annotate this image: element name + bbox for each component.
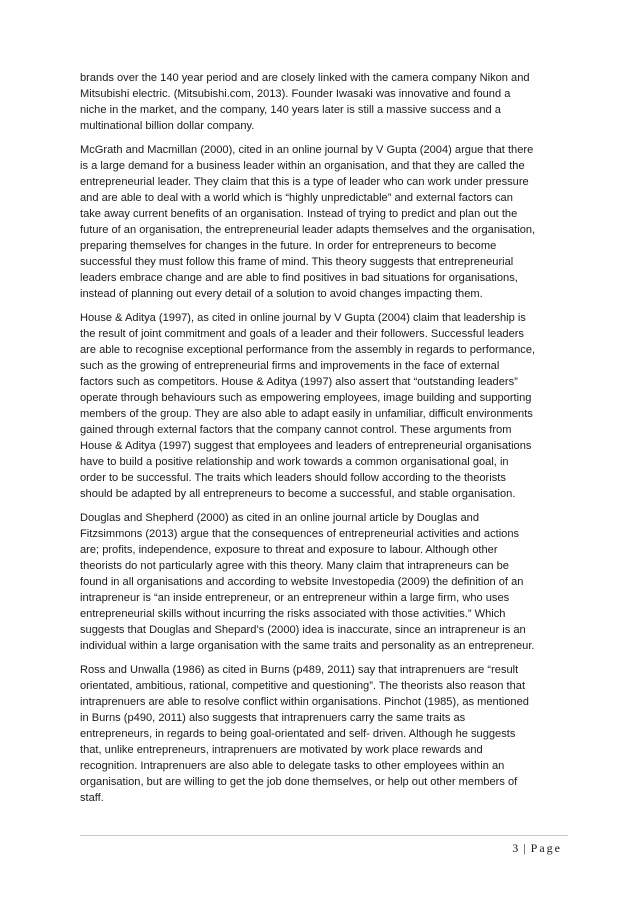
text-line: individual within a large organisation with the same traits and personality as an entrepreneur. <box>80 640 535 652</box>
page-footer <box>512 841 562 856</box>
text-line: brands over the 140 year period and are closely linked with the camera company Nikon and <box>80 72 530 84</box>
text-line: gained through external factors that the company cannot control. These arguments from <box>80 424 512 436</box>
document-body <box>80 70 568 814</box>
page-label: Page <box>530 841 562 855</box>
text-line: is a large demand for a business leader within an organisation, and that they are called the <box>80 160 525 172</box>
text-line: entrepreneurs, in regards to being goal-orientated and self- driven. Although he suggests <box>80 728 516 740</box>
text-line: Douglas and Shepherd (2000) as cited in an online journal article by Douglas and <box>80 512 480 524</box>
text-line: have to build a positive relationship and work towards a common organisational goal, in <box>80 456 509 468</box>
text-line: that, unlike entrepreneurs, intraprenuers are motivated by work place rewards and <box>80 744 483 756</box>
text-line: theorists do not particularly agree with this theory. Many claim that intrapreneurs can be <box>80 560 509 572</box>
text-line: members of the group. They are also able to adapt easily in unfamiliar, difficult environments <box>80 408 533 420</box>
text-line: successful they must follow this frame of mind. This theory suggests that entrepreneurial <box>80 256 514 268</box>
text-line: entrepreneurial leader. They claim that this is a type of leader who can work under pressure <box>80 176 529 188</box>
text-line: and are able to deal with a world which is “highly unpredictable” and external factors can <box>80 192 513 204</box>
text-line: entrepreneurial skills without incurring the risks associated with those activities.” Which <box>80 608 506 620</box>
text-line: should be adapted by all entrepreneurs to become a successful, and stable organisation. <box>80 488 516 500</box>
text-line: factors such as competitors. House & Aditya (1997) also assert that “outstanding leaders” <box>80 376 518 388</box>
text-line: intraprenuers are able to resolve conflict within organisations. Pinchot (1985), as mentioned <box>80 696 529 708</box>
text-line: are; profits, independence, exposure to threat and exposure to labour. Although other <box>80 544 498 556</box>
paragraph <box>80 70 568 134</box>
text-line: operate through behaviours such as empowering employees, image building and supporting <box>80 392 532 404</box>
text-line: in Burns (p490, 2011) also suggests that intraprenuers carry the same traits as <box>80 712 466 724</box>
text-line: staff. <box>80 792 104 804</box>
text-line: multinational billion dollar company. <box>80 120 255 132</box>
text-line: instead of planning out every detail of a solution to avoid changes impacting them. <box>80 288 483 300</box>
text-line: organisation, but are willing to get the job done themselves, or help out other members of <box>80 776 518 788</box>
text-line: recognition. Intraprenuers are also able to delegate tasks to other employees within an <box>80 760 505 772</box>
paragraph <box>80 510 568 654</box>
paragraph <box>80 310 568 502</box>
text-line: House & Aditya (1997) suggest that employees and leaders of entrepreneurial organisations <box>80 440 532 452</box>
text-line: future of an organisation, the entrepreneurial leader adapts themselves and the organisation, <box>80 224 536 236</box>
text-line: Fitzsimmons (2013) argue that the consequences of entrepreneurial activities and actions <box>80 528 520 540</box>
text-line: Ross and Unwalla (1986) as cited in Burns (p489, 2011) say that intraprenuers are “result <box>80 664 519 676</box>
text-line: Mitsubishi electric. (Mitsubishi.com, 2013). Founder Iwasaki was innovative and found a <box>80 88 511 100</box>
page-number: 3 <box>512 841 519 855</box>
text-line: House & Aditya (1997), as cited in online journal by V Gupta (2004) claim that leadership is <box>80 312 526 324</box>
text-line: suggests that Douglas and Shepard’s (2000) idea is inaccurate, since an intrapreneur is an <box>80 624 526 636</box>
text-line: intrapreneur is “an inside entrepreneur, or an entrepreneur within a large firm, who uses <box>80 592 510 604</box>
text-line: leaders embrace change and are able to find positives in bad situations for organisations, <box>80 272 518 284</box>
text-line: are able to recognise exceptional performance from the assembly in regards to performance, <box>80 344 536 356</box>
paragraph <box>80 662 568 806</box>
text-line: found in all organisations and according to website Investopedia (2009) the definition of an <box>80 576 524 588</box>
text-line: such as the growing of entrepreneurial firms and improvements in the face of external <box>80 360 500 372</box>
footer-separator: | <box>523 841 526 855</box>
text-line: order to be successful. The traits which leaders should follow according to the theorists <box>80 472 506 484</box>
footer-divider <box>80 835 568 836</box>
text-line: McGrath and Macmillan (2000), cited in an online journal by V Gupta (2004) argue that there <box>80 144 534 156</box>
paragraph <box>80 142 568 302</box>
text-line: preparing themselves for changes in the future. In order for entrepreneurs to become <box>80 240 497 252</box>
text-line: the result of joint commitment and goals of a leader and their followers. Successful leaders <box>80 328 524 340</box>
text-line: orientated, ambitious, rational, competitive and questioning”. The theorists also reason that <box>80 680 526 692</box>
text-line: take away current benefits of an organisation. Instead of trying to predict and plan out the <box>80 208 518 220</box>
text-line: niche in the market, and the company, 140 years later is still a massive success and a <box>80 104 501 116</box>
